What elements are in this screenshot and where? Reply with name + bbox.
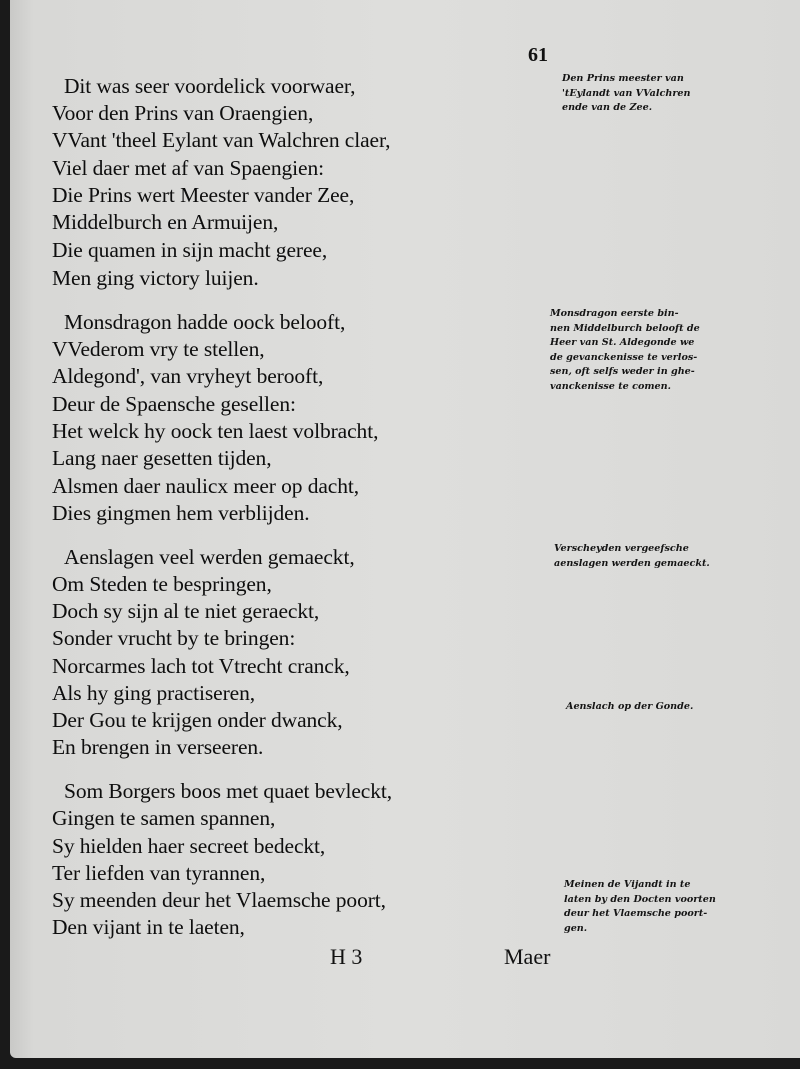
verse-line: Der Gou te krijgen onder dwanck, <box>52 708 343 732</box>
margin-note: Monsdragon eerste bin- nen Middelburch belooft de Heer van St. Aldegonde we de gevanckenisse te verlos- sen, oft selfs weder in ghe- vanckenisse te comen. <box>550 308 700 392</box>
verse-line: Dit was seer voordelick voorwaer, <box>64 74 356 98</box>
verse-line: Ter liefden van tyrannen, <box>52 861 266 885</box>
verse-line: Norcarmes lach tot Vtrecht cranck, <box>52 654 350 678</box>
verse-line: Lang naer gesetten tijden, <box>52 446 272 470</box>
show-through-texture <box>550 150 562 850</box>
verse-line: Alsmen daer naulicx meer op dacht, <box>52 474 360 498</box>
verse-line: VVant 'theel Eylant van Walchren claer, <box>52 128 391 152</box>
verse-line: Die quamen in sijn macht geree, <box>52 238 328 262</box>
verse-line: Dies gingmen hem verblijden. <box>52 501 310 525</box>
verse-line: Monsdragon hadde oock belooft, <box>64 310 346 334</box>
verse-line: Som Borgers boos met quaet bevleckt, <box>64 779 393 803</box>
verse-line: Sy hielden haer secreet bedeckt, <box>52 834 326 858</box>
verse-line: Gingen te samen spannen, <box>52 806 276 830</box>
margin-note: Meinen de Vijandt in te laten by den Docten voorten deur het Vlaemsche poort- gen. <box>564 879 716 934</box>
margin-note: Verscheyden vergeefsche aenslagen werden gemaeckt. <box>554 543 710 569</box>
verse-line: Deur de Spaensche gesellen: <box>52 392 296 416</box>
verse-line: Sonder vrucht by te bringen: <box>52 626 296 650</box>
verse-line: En brengen in verseeren. <box>52 735 264 759</box>
book-page <box>10 0 800 1058</box>
margin-note: Den Prins meester van 'tEylandt van VValchren ende van de Zee. <box>562 73 691 113</box>
verse-line: Voor den Prins van Oraengien, <box>52 101 314 125</box>
verse-line: Het welck hy oock ten laest volbracht, <box>52 419 379 443</box>
catchword: Maer <box>504 944 551 969</box>
verse-line: Als hy ging practiseren, <box>52 681 255 705</box>
signature-mark: H 3 <box>330 944 363 969</box>
verse-line: Aenslagen veel werden gemaeckt, <box>64 545 355 569</box>
verse-line: Middelburch en Armuijen, <box>52 210 279 234</box>
verse-line: Den vijant in te laeten, <box>52 915 245 939</box>
verse-line: Doch sy sijn al te niet geraeckt, <box>52 599 320 623</box>
verse-line: Sy meenden deur het Vlaemsche poort, <box>52 888 386 912</box>
verse-line: Viel daer met af van Spaengien: <box>52 156 325 180</box>
margin-note: Aenslach op der Gonde. <box>566 701 694 712</box>
verse-line: Om Steden te bespringen, <box>52 572 272 596</box>
page-number: 61 <box>528 44 548 66</box>
verse-line: Men ging victory luijen. <box>52 266 259 290</box>
verse-line: Die Prins wert Meester vander Zee, <box>52 183 355 207</box>
verse-line: VVederom vry te stellen, <box>52 337 265 361</box>
verse-line: Aldegond', van vryheyt berooft, <box>52 364 324 388</box>
